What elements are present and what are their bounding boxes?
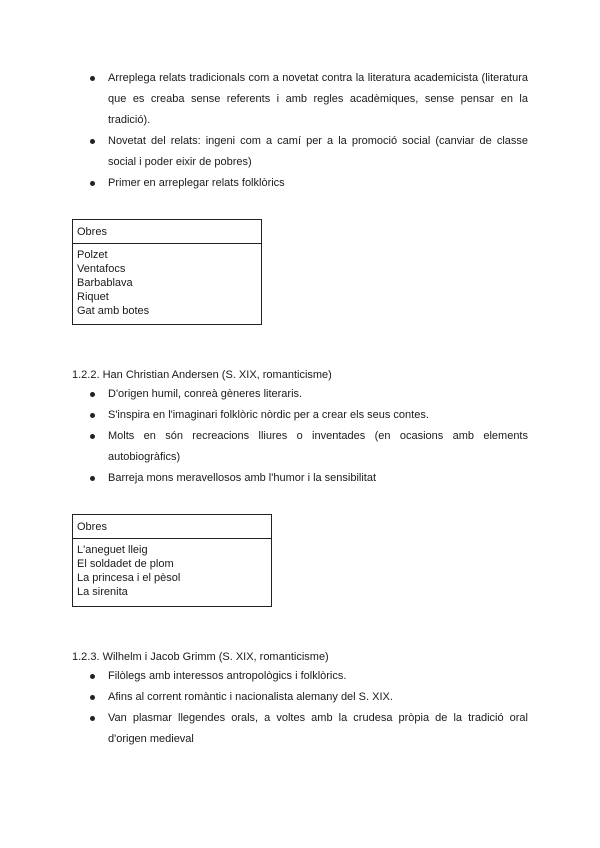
work-item: La princesa i el pèsol xyxy=(77,572,181,584)
section-heading-andersen: 1.2.2. Han Christian Andersen (S. XIX, romanticisme) xyxy=(72,369,332,381)
works-table-perrault xyxy=(72,219,262,325)
work-item: Barbablava xyxy=(77,277,133,289)
list-item: Afins al corrent romàntic i nacionalista alemany del S. XIX. xyxy=(90,687,528,708)
works-table-body xyxy=(73,244,261,322)
grimm-bullet-list xyxy=(90,666,528,750)
list-item: Molts en són recreacions lliures o inventades (en ocasions amb elements autobiogràfics) xyxy=(90,426,528,468)
perrault-bullet-list xyxy=(90,68,528,194)
list-item: Van plasmar llegendes orals, a voltes amb la crudesa pròpia de la tradició oral d'origen medieval xyxy=(90,708,528,750)
list-item: Barreja mons meravellosos amb l'humor i la sensibilitat xyxy=(90,468,528,489)
list-item: Primer en arreplegar relats folklòrics xyxy=(90,173,528,194)
works-table-header: Obres xyxy=(73,515,271,539)
work-item: Riquet xyxy=(77,291,109,303)
works-table-andersen xyxy=(72,514,272,607)
work-item: L'aneguet lleig xyxy=(77,544,148,556)
work-item: Polzet xyxy=(77,249,108,261)
list-item: Novetat del relats: ingeni com a camí per a la promoció social (canviar de classe social i poder eixir de pobres) xyxy=(90,131,528,173)
list-item: D'origen humil, conreà gèneres literaris. xyxy=(90,384,528,405)
work-item: Gat amb botes xyxy=(77,305,150,317)
list-item: Filòlegs amb interessos antropològics i folklòrics. xyxy=(90,666,528,687)
work-item: Ventafocs xyxy=(77,263,126,275)
list-item: S'inspira en l'imaginari folklòric nòrdic per a crear els seus contes. xyxy=(90,405,528,426)
work-item: La sirenita xyxy=(77,586,128,598)
section-heading-grimm: 1.2.3. Wilhelm i Jacob Grimm (S. XIX, romanticisme) xyxy=(72,651,329,663)
works-table-header: Obres xyxy=(73,220,261,244)
andersen-bullet-list xyxy=(90,384,528,489)
works-table-body xyxy=(73,539,271,603)
work-item: El soldadet de plom xyxy=(77,558,174,570)
list-item: Arreplega relats tradicionals com a novetat contra la literatura academicista (literatura que es creaba sense referents i amb regles acadèmiques, sense pensar en la tradició). xyxy=(90,68,528,131)
